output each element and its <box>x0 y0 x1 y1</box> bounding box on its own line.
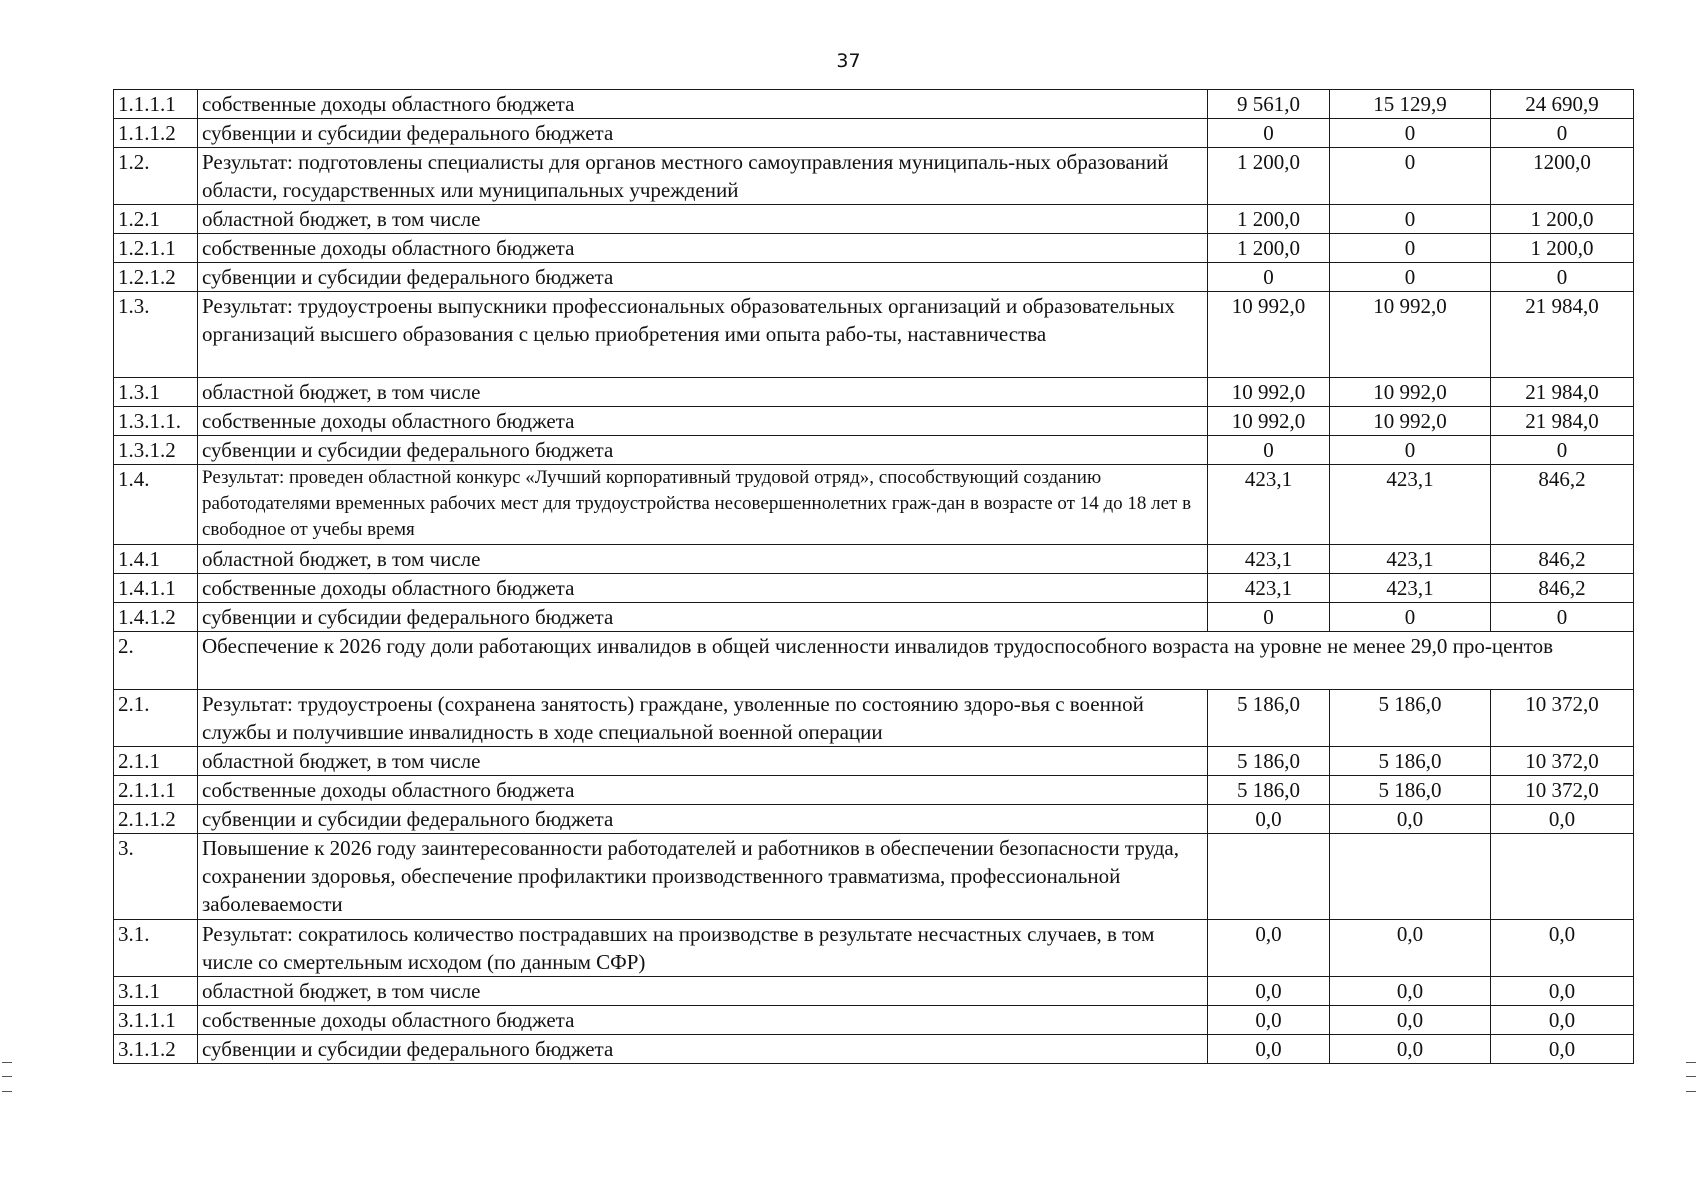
value-col-2: 5 186,0 <box>1330 747 1491 776</box>
row-number: 2.1.1.2 <box>114 805 198 834</box>
value-col-2: 0 <box>1330 234 1491 263</box>
value-col-1: 423,1 <box>1208 574 1330 603</box>
row-number: 1.2.1.1 <box>114 234 198 263</box>
row-description: Результат: трудоустроены (сохранена занятость) граждане, уволенные по состоянию здоро-вья с военной службы и получившие инвалидность в ходе специальной военной операции <box>198 690 1208 747</box>
row-number: 2.1.1 <box>114 747 198 776</box>
table-row <box>114 292 1634 378</box>
value-col-1: 5 186,0 <box>1208 776 1330 805</box>
value-col-1: 5 186,0 <box>1208 690 1330 747</box>
value-col-3: 21 984,0 <box>1491 407 1634 436</box>
row-number: 3. <box>114 834 198 920</box>
row-number: 1.2. <box>114 148 198 205</box>
row-number: 3.1.1.1 <box>114 1006 198 1035</box>
value-col-3: 10 372,0 <box>1491 776 1634 805</box>
value-col-3: 846,2 <box>1491 545 1634 574</box>
value-col-3: 0,0 <box>1491 977 1634 1006</box>
row-number: 1.1.1.2 <box>114 119 198 148</box>
table-row <box>114 1035 1634 1064</box>
value-col-3: 0 <box>1491 436 1634 465</box>
value-col-3: 846,2 <box>1491 574 1634 603</box>
row-description: собственные доходы областного бюджета <box>198 574 1208 603</box>
row-number: 1.3.1.1. <box>114 407 198 436</box>
value-col-3: 0 <box>1491 603 1634 632</box>
value-col-1 <box>1208 834 1330 920</box>
value-col-2: 10 992,0 <box>1330 407 1491 436</box>
row-description: субвенции и субсидии федерального бюджета <box>198 436 1208 465</box>
value-col-3: 0,0 <box>1491 1006 1634 1035</box>
value-col-1: 423,1 <box>1208 545 1330 574</box>
value-col-1: 1 200,0 <box>1208 148 1330 205</box>
value-col-1: 0 <box>1208 603 1330 632</box>
table-row <box>114 747 1634 776</box>
table-row <box>114 920 1634 977</box>
value-col-3: 0 <box>1491 119 1634 148</box>
value-col-2: 0,0 <box>1330 1035 1491 1064</box>
value-col-2: 0 <box>1330 263 1491 292</box>
row-description: Результат: трудоустроены выпускники профессиональных образовательных организаций и образовательных организаций высшего образования с целью приобретения ими опыта рабо-ты, наставничества <box>198 292 1208 378</box>
value-col-2: 0 <box>1330 119 1491 148</box>
value-col-3: 0,0 <box>1491 920 1634 977</box>
table-row <box>114 690 1634 747</box>
table-row <box>114 119 1634 148</box>
value-col-1: 10 992,0 <box>1208 407 1330 436</box>
value-col-2: 423,1 <box>1330 574 1491 603</box>
value-col-1: 0,0 <box>1208 920 1330 977</box>
row-description: субвенции и субсидии федерального бюджета <box>198 263 1208 292</box>
table-row <box>114 574 1634 603</box>
value-col-1: 0,0 <box>1208 1006 1330 1035</box>
value-col-1: 423,1 <box>1208 465 1330 545</box>
value-col-3: 0 <box>1491 263 1634 292</box>
row-description: собственные доходы областного бюджета <box>198 407 1208 436</box>
row-description: областной бюджет, в том числе <box>198 747 1208 776</box>
row-description: собственные доходы областного бюджета <box>198 1006 1208 1035</box>
row-number: 1.4.1.2 <box>114 603 198 632</box>
table-row <box>114 148 1634 205</box>
value-col-2: 0,0 <box>1330 1006 1491 1035</box>
table-row <box>114 834 1634 920</box>
table-row <box>114 603 1634 632</box>
row-description: областной бюджет, в том числе <box>198 378 1208 407</box>
value-col-2: 0,0 <box>1330 920 1491 977</box>
value-col-3: 0,0 <box>1491 805 1634 834</box>
row-number: 1.3. <box>114 292 198 378</box>
value-col-2: 0 <box>1330 148 1491 205</box>
value-col-3: 1 200,0 <box>1491 205 1634 234</box>
value-col-1: 10 992,0 <box>1208 292 1330 378</box>
row-number: 3.1.1 <box>114 977 198 1006</box>
value-col-2: 423,1 <box>1330 545 1491 574</box>
value-col-3: 1200,0 <box>1491 148 1634 205</box>
value-col-3: 1 200,0 <box>1491 234 1634 263</box>
value-col-1: 10 992,0 <box>1208 378 1330 407</box>
value-col-2 <box>1330 834 1491 920</box>
table-row <box>114 776 1634 805</box>
value-col-3: 21 984,0 <box>1491 292 1634 378</box>
row-description: Обеспечение к 2026 году доли работающих инвалидов в общей численности инвалидов трудоспособного возраста на уровне не менее 29,0 про-центов <box>198 632 1634 690</box>
table-row <box>114 205 1634 234</box>
row-description: субвенции и субсидии федерального бюджета <box>198 119 1208 148</box>
table-row <box>114 90 1634 119</box>
row-number: 2.1.1.1 <box>114 776 198 805</box>
row-description: областной бюджет, в том числе <box>198 205 1208 234</box>
table-row <box>114 545 1634 574</box>
row-number: 2.1. <box>114 690 198 747</box>
table-row <box>114 632 1634 690</box>
table-row <box>114 465 1634 545</box>
value-col-2: 0 <box>1330 436 1491 465</box>
row-number: 1.4. <box>114 465 198 545</box>
row-number: 1.1.1.1 <box>114 90 198 119</box>
row-number: 1.2.1.2 <box>114 263 198 292</box>
value-col-3: 10 372,0 <box>1491 690 1634 747</box>
value-col-1: 0 <box>1208 436 1330 465</box>
row-number: 2. <box>114 632 198 690</box>
value-col-2: 0 <box>1330 205 1491 234</box>
left-margin-tick-marks <box>2 1062 12 1092</box>
row-description: Повышение к 2026 году заинтересованности работодателей и работников в обеспечении безопасности труда, сохранении здоровья, обеспечение профилактики производственного травматизма, профессиональной заболеваемости <box>198 834 1208 920</box>
value-col-3: 21 984,0 <box>1491 378 1634 407</box>
value-col-2: 0,0 <box>1330 805 1491 834</box>
row-description: Результат: сократилось количество пострадавших на производстве в результате несчастных случаев, в том числе со смертельным исходом (по данным СФР) <box>198 920 1208 977</box>
table-row <box>114 378 1634 407</box>
value-col-2: 0,0 <box>1330 977 1491 1006</box>
row-description: собственные доходы областного бюджета <box>198 776 1208 805</box>
row-description: областной бюджет, в том числе <box>198 545 1208 574</box>
table-row <box>114 234 1634 263</box>
row-number: 1.2.1 <box>114 205 198 234</box>
value-col-1: 1 200,0 <box>1208 234 1330 263</box>
value-col-1: 5 186,0 <box>1208 747 1330 776</box>
value-col-1: 0 <box>1208 119 1330 148</box>
row-description: субвенции и субсидии федерального бюджета <box>198 805 1208 834</box>
table-row <box>114 436 1634 465</box>
right-margin-tick-marks <box>1686 1062 1696 1092</box>
value-col-1: 0,0 <box>1208 977 1330 1006</box>
value-col-2: 423,1 <box>1330 465 1491 545</box>
table-row <box>114 407 1634 436</box>
row-number: 1.4.1 <box>114 545 198 574</box>
value-col-3 <box>1491 834 1634 920</box>
table-row <box>114 805 1634 834</box>
budget-table <box>113 89 1634 1064</box>
value-col-1: 0,0 <box>1208 805 1330 834</box>
value-col-3: 24 690,9 <box>1491 90 1634 119</box>
value-col-2: 10 992,0 <box>1330 292 1491 378</box>
page-number: 37 <box>836 50 861 72</box>
row-description: Результат: проведен областной конкурс «Лучший корпоративный трудовой отряд», способствующий созданию работодателями временных рабочих мест для трудоустройства несовершеннолетних граж-дан в возрасте от 14 до 18 лет в свободное от учебы время <box>198 465 1208 545</box>
value-col-1: 0 <box>1208 263 1330 292</box>
row-description: собственные доходы областного бюджета <box>198 90 1208 119</box>
row-description: субвенции и субсидии федерального бюджета <box>198 1035 1208 1064</box>
row-number: 1.3.1.2 <box>114 436 198 465</box>
value-col-3: 0,0 <box>1491 1035 1634 1064</box>
table-row <box>114 977 1634 1006</box>
value-col-2: 0 <box>1330 603 1491 632</box>
value-col-2: 5 186,0 <box>1330 690 1491 747</box>
row-number: 3.1. <box>114 920 198 977</box>
row-number: 1.4.1.1 <box>114 574 198 603</box>
row-description: областной бюджет, в том числе <box>198 977 1208 1006</box>
value-col-2: 15 129,9 <box>1330 90 1491 119</box>
value-col-3: 846,2 <box>1491 465 1634 545</box>
value-col-3: 10 372,0 <box>1491 747 1634 776</box>
row-description: субвенции и субсидии федерального бюджета <box>198 603 1208 632</box>
value-col-2: 10 992,0 <box>1330 378 1491 407</box>
value-col-1: 9 561,0 <box>1208 90 1330 119</box>
row-description: Результат: подготовлены специалисты для органов местного самоуправления муниципаль-ных образований области, государственных или муниципальных учреждений <box>198 148 1208 205</box>
value-col-2: 5 186,0 <box>1330 776 1491 805</box>
value-col-1: 0,0 <box>1208 1035 1330 1064</box>
row-number: 3.1.1.2 <box>114 1035 198 1064</box>
table-row <box>114 1006 1634 1035</box>
row-description: собственные доходы областного бюджета <box>198 234 1208 263</box>
value-col-1: 1 200,0 <box>1208 205 1330 234</box>
table-row <box>114 263 1634 292</box>
row-number: 1.3.1 <box>114 378 198 407</box>
